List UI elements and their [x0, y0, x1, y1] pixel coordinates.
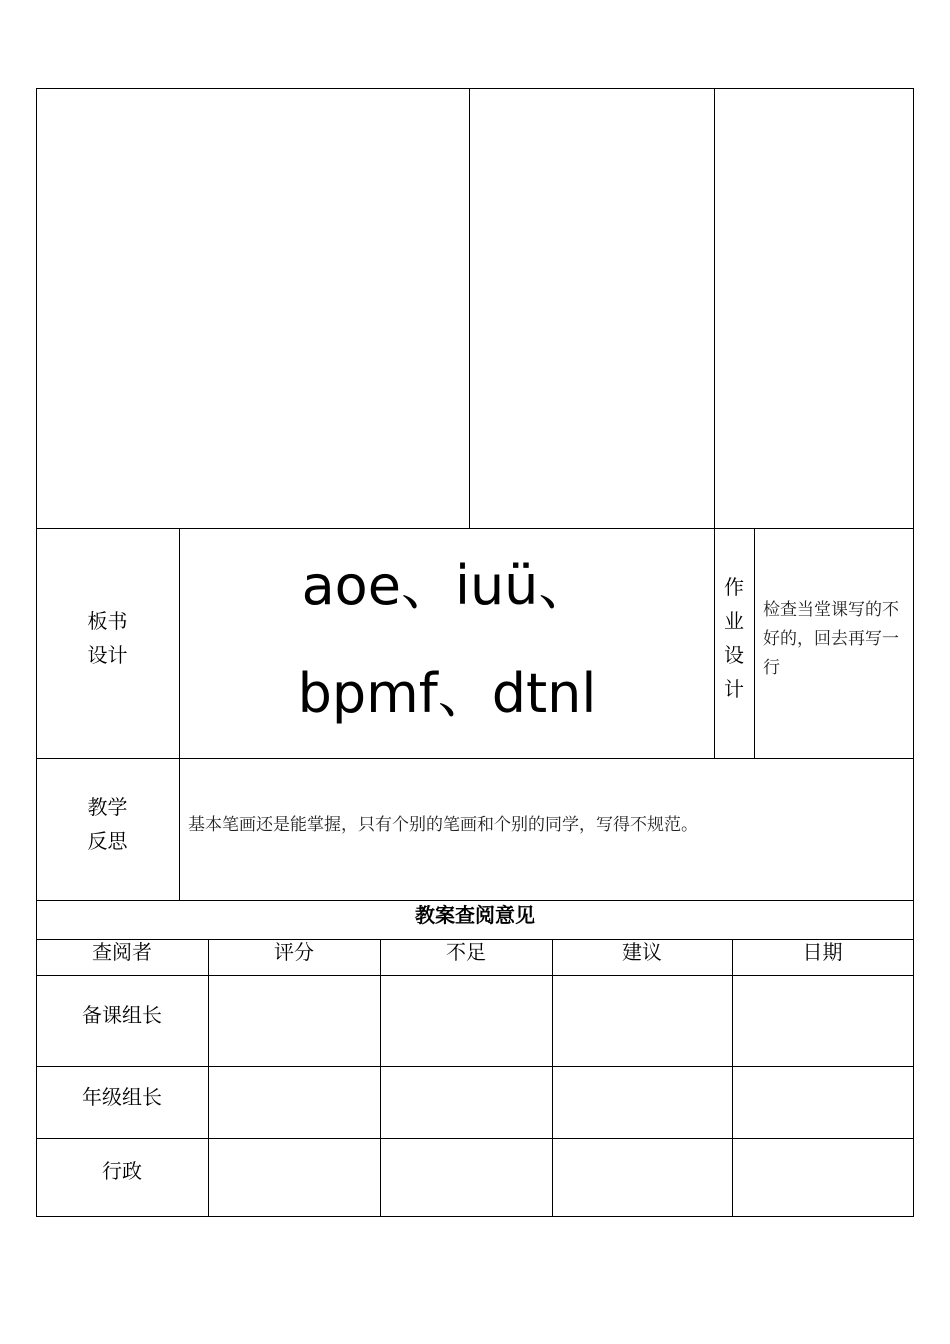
table-border	[36, 1216, 914, 1217]
table-border	[913, 88, 914, 1217]
review-header-date: 日期	[802, 940, 843, 964]
table-border	[754, 528, 755, 758]
teaching-reflection-label	[36, 790, 179, 858]
table-border	[380, 939, 381, 1216]
board-design-content-line2: bpmf、dtnl	[297, 662, 597, 725]
teaching-reflection-label-line1: 教学	[87, 795, 128, 819]
table-border	[732, 939, 733, 1216]
review-header-suggestions: 建议	[622, 940, 662, 964]
board-design-content-line1: aoe、iuü、	[301, 554, 593, 617]
homework-design-label	[715, 570, 753, 706]
review-row-label: 年级组长	[82, 1085, 162, 1109]
board-design-label-line2: 设计	[87, 643, 128, 667]
review-header-score: 评分	[274, 940, 314, 964]
table-border	[36, 528, 914, 529]
board-design-label	[36, 604, 179, 672]
review-title: 教案查阅意见	[415, 903, 535, 927]
homework-label-char: 业	[724, 609, 744, 633]
table-border	[36, 1138, 914, 1139]
table-border	[36, 758, 914, 759]
review-header-shortcomings: 不足	[446, 940, 486, 964]
homework-design-content: 检查当堂课写的不好的，回去再写一行	[763, 600, 899, 678]
table-border	[36, 1066, 914, 1067]
review-row-label: 备课组长	[82, 1003, 162, 1027]
table-border	[36, 975, 914, 976]
table-border	[36, 88, 914, 89]
homework-label-char: 计	[724, 677, 744, 701]
table-border	[469, 88, 470, 528]
table-border	[208, 939, 209, 1216]
homework-label-char: 作	[724, 575, 744, 599]
teaching-reflection-label-line2: 反思	[87, 829, 128, 853]
table-border	[552, 939, 553, 1216]
review-row-label: 行政	[102, 1159, 142, 1183]
homework-label-char: 设	[724, 643, 744, 667]
teaching-reflection-content: 基本笔画还是能掌握，只有个别的笔画和个别的同学，写得不规范。	[188, 815, 698, 835]
board-design-label-line1: 板书	[87, 609, 128, 633]
table-border	[714, 88, 715, 528]
review-header-reviewer: 查阅者	[92, 940, 152, 964]
